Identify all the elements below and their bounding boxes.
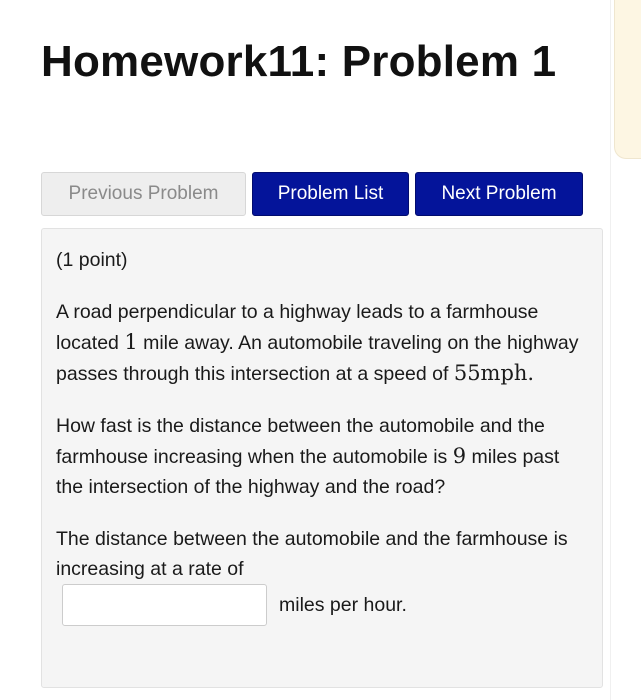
problem-text: How fast is the distance between the automobile and the farmhouse increasing when the automobile is (56, 415, 545, 468)
problem-navigation (41, 172, 583, 216)
previous-problem-button[interactable]: Previous Problem (41, 172, 246, 216)
problem-text: mile away. An automobile traveling on the highway passes through this intersection at a speed of (56, 332, 579, 385)
answer-row (56, 584, 588, 626)
problem-paragraph-2 (56, 411, 588, 502)
answer-unit: miles per hour. (279, 594, 407, 616)
problem-paragraph-1 (56, 297, 588, 389)
math-speed: 55mph. (453, 361, 535, 385)
math-miles: 9 (452, 444, 467, 468)
problem-text: miles past the intersection of the highway and the road? (56, 446, 560, 498)
side-panel-tab[interactable] (614, 0, 641, 159)
next-problem-button[interactable]: Next Problem (415, 172, 583, 216)
math-distance: 1 (124, 330, 138, 354)
problem-text: A road perpendicular to a highway leads to a farmhouse located (56, 301, 539, 354)
points-label: (1 point) (56, 249, 128, 271)
page-title: Homework11: Problem 1 (41, 37, 557, 86)
problem-paragraph-3: The distance between the automobile and the farmhouse is increasing at a rate of (56, 528, 568, 580)
answer-input[interactable] (62, 584, 267, 626)
problem-list-button[interactable]: Problem List (252, 172, 409, 216)
problem-panel (41, 228, 603, 688)
divider (610, 0, 611, 700)
